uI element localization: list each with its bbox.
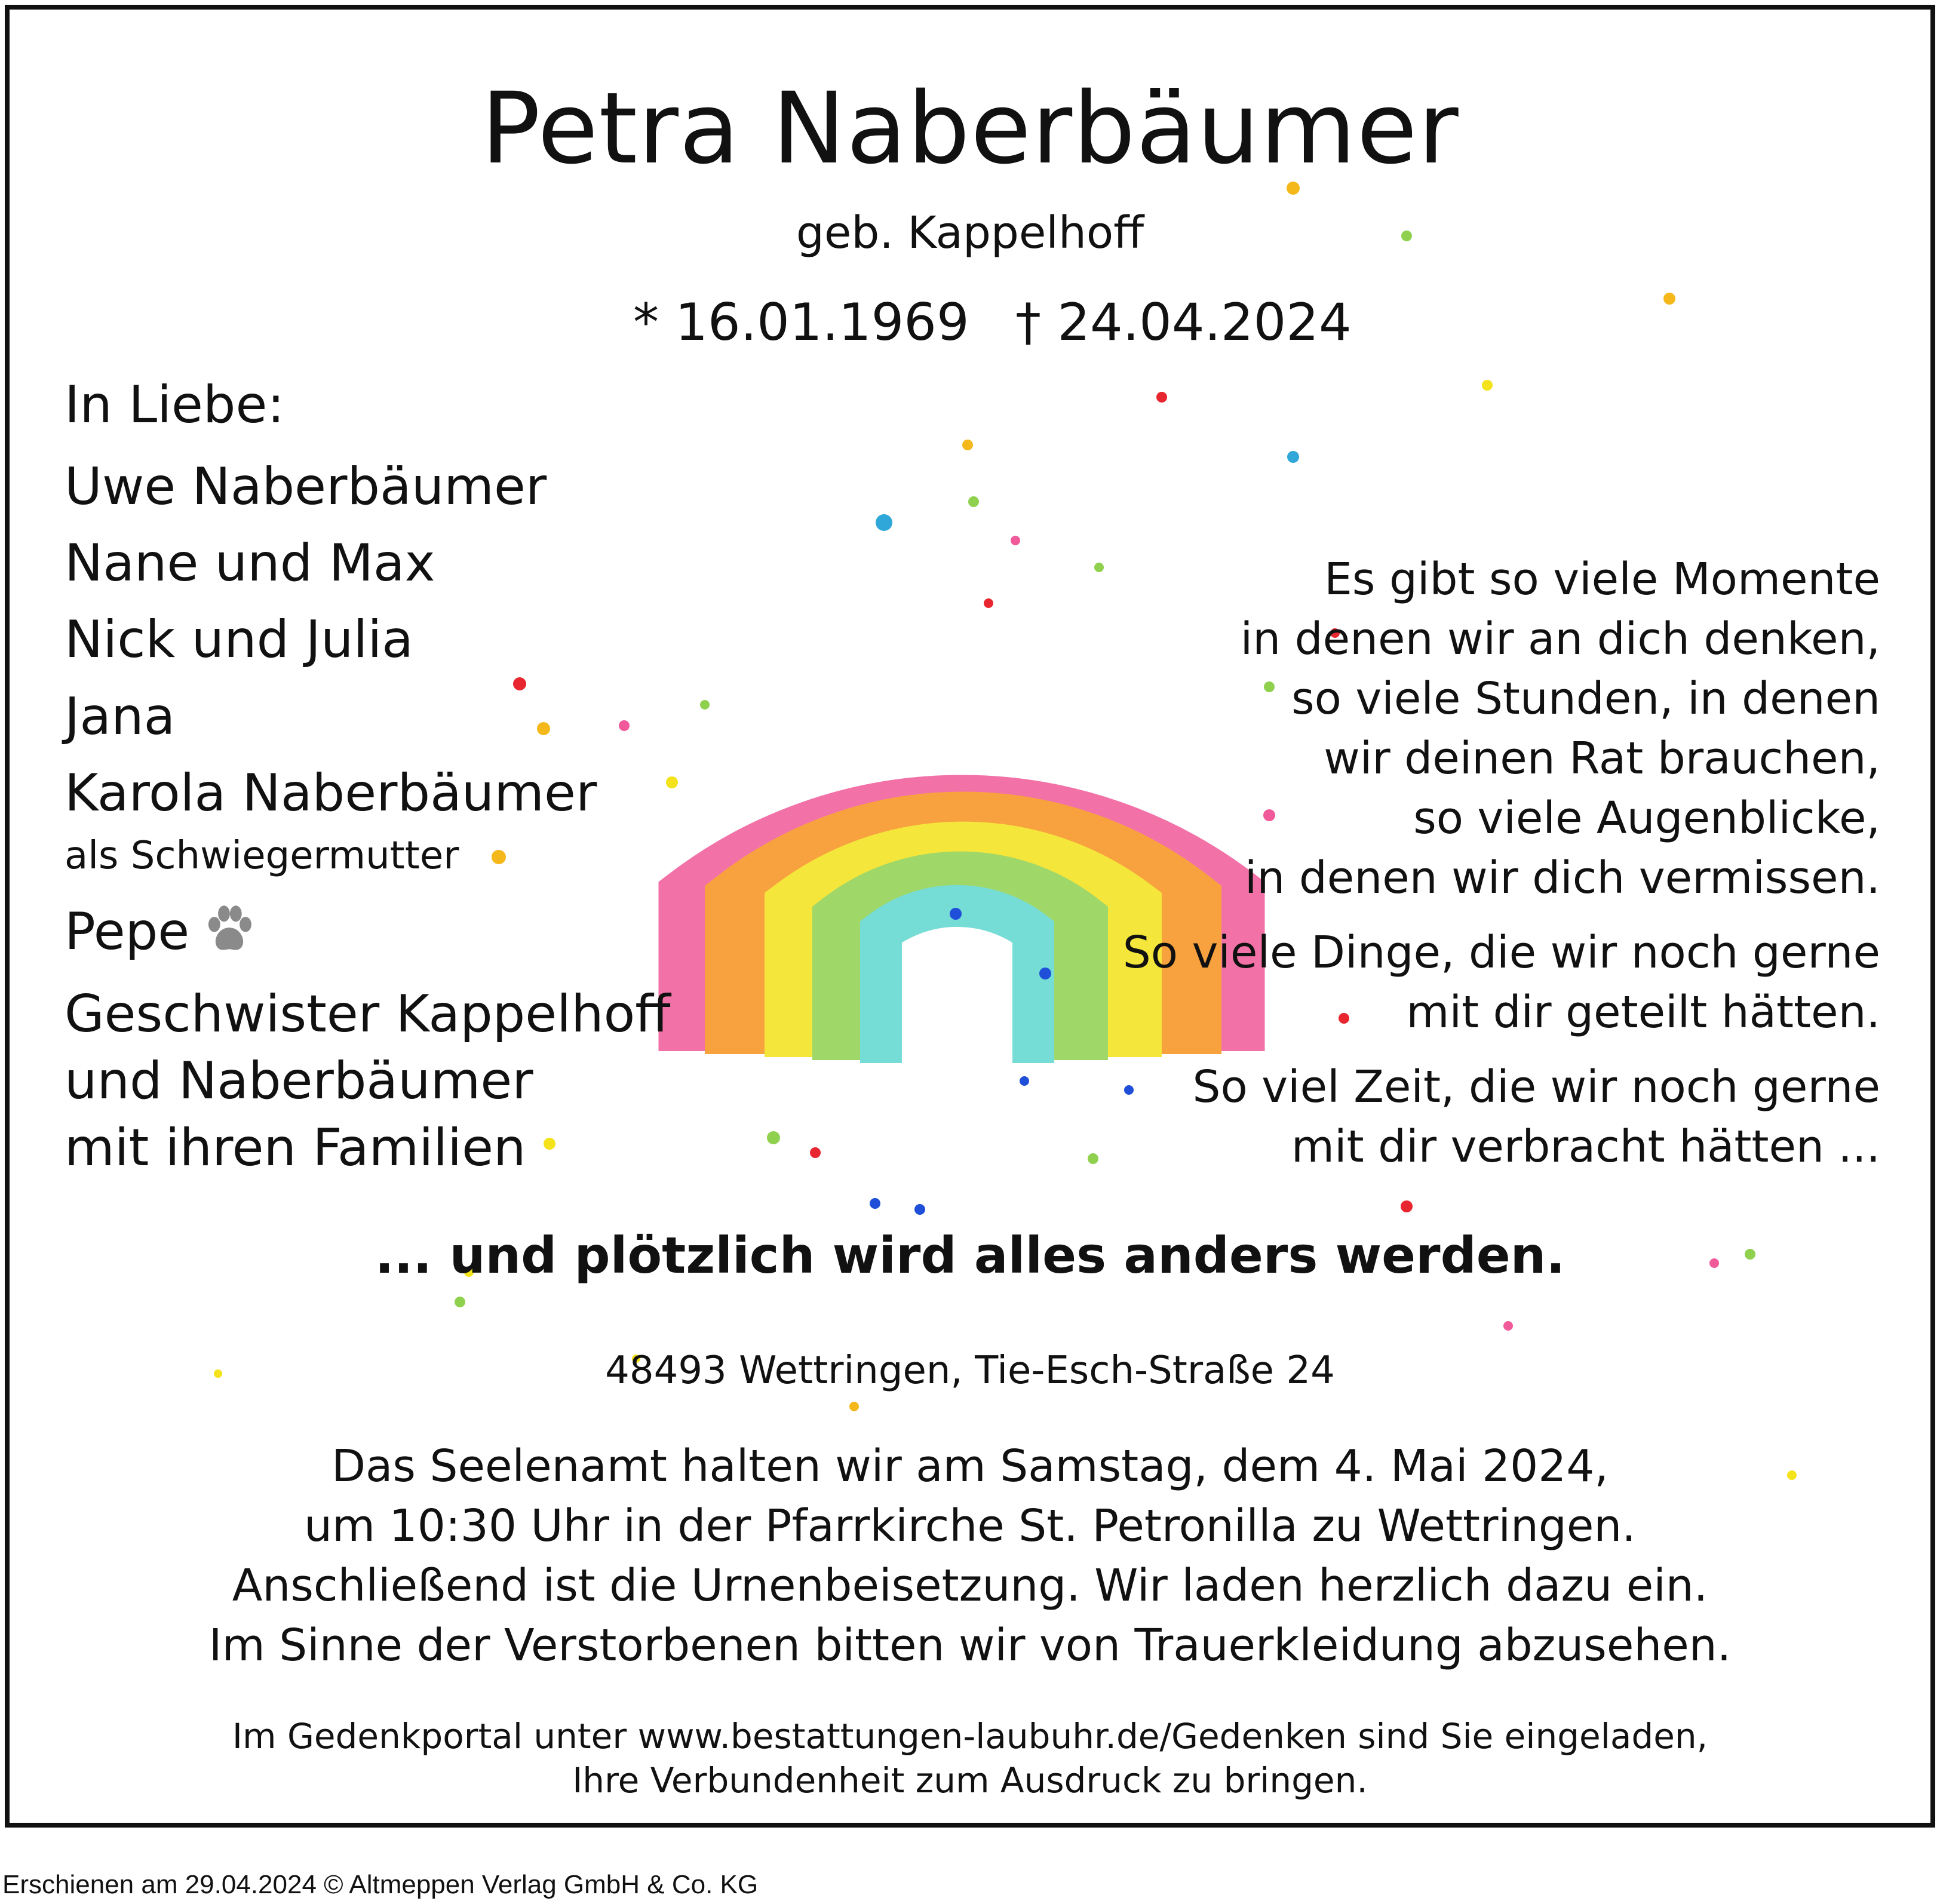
poem-line: Es gibt so viele Momente: [1324, 554, 1880, 605]
poem-line: in denen wir dich vermissen.: [1244, 852, 1880, 904]
poem-line: mit dir verbracht hätten ...: [1291, 1121, 1880, 1172]
mourner-family-line: mit ihren Familien: [65, 1118, 526, 1178]
poem-line: wir deinen Rat brauchen,: [1324, 733, 1880, 784]
mourner-line: Jana: [65, 687, 176, 747]
portal-line: Ihre Verbundenheit zum Ausdruck zu bringen.: [572, 1760, 1368, 1801]
mourner-line: Nane und Max: [65, 533, 435, 593]
mourners-heading: In Liebe:: [65, 375, 285, 435]
poem-line: So viele Dinge, die wir noch gerne: [1122, 927, 1880, 978]
deceased-name: Petra Naberbäumer: [481, 71, 1459, 186]
birth-date: * 16.01.1969: [633, 293, 969, 352]
service-line: Im Sinne der Verstorbenen bitten wir von Trauerkleidung abzusehen.: [208, 1620, 1732, 1671]
poem-line: mit dir geteilt hätten.: [1406, 987, 1880, 1038]
mourner-family-line: und Naberbäumer: [65, 1051, 533, 1111]
rainbow-arc-cyan: [881, 906, 1033, 1063]
mourner-note: als Schwiegermutter: [65, 834, 459, 878]
poem-line: so viele Augenblicke,: [1413, 793, 1880, 844]
death-date: † 24.04.2024: [1015, 293, 1352, 352]
poem-line: in denen wir an dich denken,: [1240, 613, 1880, 665]
service-line: Anschließend ist die Urnenbeisetzung. Wir laden herzlich dazu ein.: [232, 1560, 1708, 1611]
mourner-family-line: Geschwister Kappelhoff: [65, 984, 671, 1044]
portal-line: Im Gedenkportal unter www.bestattungen-laubuhr.de/Gedenken sind Sie eingeladen,: [232, 1716, 1708, 1756]
publication-footer: Erschienen am 29.04.2024 © Altmeppen Verlag GmbH & Co. KG: [2, 1870, 759, 1899]
mourner-line: Karola Naberbäumer: [65, 763, 597, 823]
mourner-line: Nick und Julia: [65, 610, 413, 670]
motto: ... und plötzlich wird alles anders werden.: [375, 1226, 1565, 1285]
service-line: um 10:30 Uhr in der Pfarrkirche St. Petronilla zu Wettringen.: [304, 1500, 1636, 1552]
mourner-pet: [65, 902, 256, 968]
address: 48493 Wettringen, Tie-Esch-Straße 24: [605, 1349, 1335, 1393]
service-line: Das Seelenamt halten wir am Samstag, dem 4. Mai 2024,: [331, 1441, 1609, 1492]
paw-icon: [202, 902, 256, 968]
mourner-line: Uwe Naberbäumer: [65, 457, 547, 517]
maiden-name: geb. Kappelhoff: [796, 207, 1144, 259]
poem-line: So viel Zeit, die wir noch gerne: [1192, 1061, 1880, 1113]
pet-name: Pepe: [65, 902, 190, 962]
poem-line: so viele Stunden, in denen: [1291, 673, 1880, 724]
